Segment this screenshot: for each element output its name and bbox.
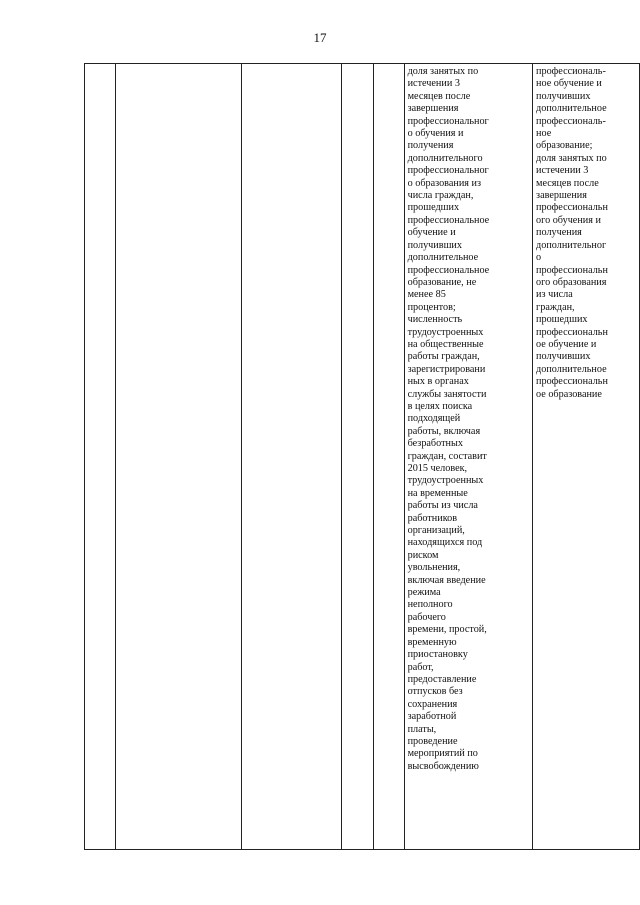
cell-line: риском <box>407 549 439 561</box>
cell-line: дополнительного <box>407 152 483 164</box>
cell-line: работы граждан, <box>407 351 480 363</box>
cell-line: приостановку <box>407 649 468 661</box>
cell-line: профессиональн <box>536 202 608 214</box>
cell-line: дополнительное <box>536 363 607 375</box>
cell-line: временную <box>407 636 457 648</box>
cell-line: месяцев после <box>536 177 599 189</box>
document-table <box>84 63 640 850</box>
cell-line: о образования из <box>407 177 481 189</box>
cell-line: зарегистрировани <box>407 363 486 375</box>
expected-result-text <box>405 64 532 773</box>
cell-line: проведение <box>407 735 458 747</box>
cell-line: на общественные <box>407 338 484 350</box>
cell-line: получения <box>407 140 454 152</box>
cell-line: получивших <box>536 90 591 102</box>
table-cell-name <box>115 64 241 850</box>
cell-line: увольнения, <box>407 562 461 574</box>
cell-line: профессиональное <box>407 264 490 276</box>
cell-line: истечении 3 <box>407 78 460 90</box>
indicators-text <box>533 64 639 401</box>
cell-line: месяцев после <box>407 90 471 102</box>
cell-line: получивших <box>536 351 591 363</box>
cell-line: ого обучения и <box>536 214 601 226</box>
cell-line: работников <box>407 512 458 524</box>
table-cell-indicators <box>533 64 640 850</box>
cell-line: числа граждан, <box>407 190 474 202</box>
cell-line: ное <box>536 128 552 140</box>
cell-line: времени, простой, <box>407 624 487 636</box>
cell-line: получивших <box>407 239 462 251</box>
table-cell-start <box>341 64 373 850</box>
cell-line: профессиональног <box>407 115 489 127</box>
cell-line: профессиональное <box>407 214 490 226</box>
cell-line: ого образования <box>536 276 607 288</box>
cell-line: о <box>536 252 542 264</box>
cell-line: профессиональн <box>536 326 608 338</box>
cell-line: доля занятых по <box>536 152 607 164</box>
cell-line: предоставление <box>407 673 477 685</box>
cell-line: граждан, <box>536 301 575 313</box>
cell-line: рабочего <box>407 611 446 623</box>
cell-line: отпусков без <box>407 686 463 698</box>
cell-line: работы, включая <box>407 425 481 437</box>
cell-line: получения <box>536 227 582 239</box>
table-cell-end <box>373 64 404 850</box>
cell-line: граждан, составит <box>407 450 487 462</box>
cell-line: завершения <box>536 190 587 202</box>
cell-line: из числа <box>536 289 573 301</box>
cell-line: трудоустроенных <box>407 475 484 487</box>
table-cell-executor <box>242 64 341 850</box>
cell-line: дополнительное <box>407 252 479 264</box>
cell-line: завершения <box>407 103 459 115</box>
cell-line: обучение и <box>407 227 456 239</box>
cell-line: образование; <box>536 140 593 152</box>
cell-line: включая введение <box>407 574 486 586</box>
cell-line: подходящей <box>407 413 461 425</box>
table-cell-expected-result <box>404 64 532 850</box>
cell-line: безработных <box>407 438 463 450</box>
cell-line: высвобождению <box>407 760 479 772</box>
table-cell-number <box>85 64 116 850</box>
cell-line: 2015 человек, <box>407 463 468 474</box>
cell-line: режима <box>407 587 441 599</box>
cell-line: профессиональ- <box>536 66 606 77</box>
cell-line: профессиональног <box>407 165 489 177</box>
cell-line: заработной <box>407 711 457 723</box>
cell-line: платы, <box>407 723 437 735</box>
cell-line: дополнительног <box>536 239 607 251</box>
cell-line: профессиональ- <box>536 115 606 127</box>
cell-line: на временные <box>407 487 468 499</box>
cell-line: работ, <box>407 661 434 673</box>
cell-line: мероприятий по <box>407 748 478 760</box>
cell-line: профессиональн <box>536 264 608 276</box>
table-row <box>85 64 640 850</box>
cell-line: процентов; <box>407 301 456 313</box>
cell-line: менее 85 <box>407 289 446 301</box>
cell-line: ое обучение и <box>536 338 597 350</box>
cell-line: профессиональн <box>536 376 608 388</box>
page-number: 17 <box>313 30 327 45</box>
cell-line: неполного <box>407 599 453 611</box>
cell-line: сохранения <box>407 698 458 710</box>
cell-line: ных в органах <box>407 376 469 388</box>
cell-line: дополнительное <box>536 103 607 115</box>
cell-line: работы из числа <box>407 500 478 512</box>
cell-line: прошедших <box>536 314 588 326</box>
cell-line: организаций, <box>407 525 465 537</box>
cell-line: находящихся под <box>407 537 483 549</box>
cell-line: истечении 3 <box>536 165 589 177</box>
cell-line: о обучения и <box>407 128 464 140</box>
cell-line: прошедших <box>407 202 460 214</box>
cell-line: в целях поиска <box>407 400 473 412</box>
cell-line: трудоустроенных <box>407 326 484 338</box>
cell-line: образование, не <box>407 276 477 288</box>
cell-line: ное обучение и <box>536 78 602 90</box>
cell-line: численность <box>407 314 463 326</box>
cell-line: службы занятости <box>407 388 487 400</box>
cell-line: ое образование <box>536 388 602 400</box>
cell-line: доля занятых по <box>407 66 479 77</box>
